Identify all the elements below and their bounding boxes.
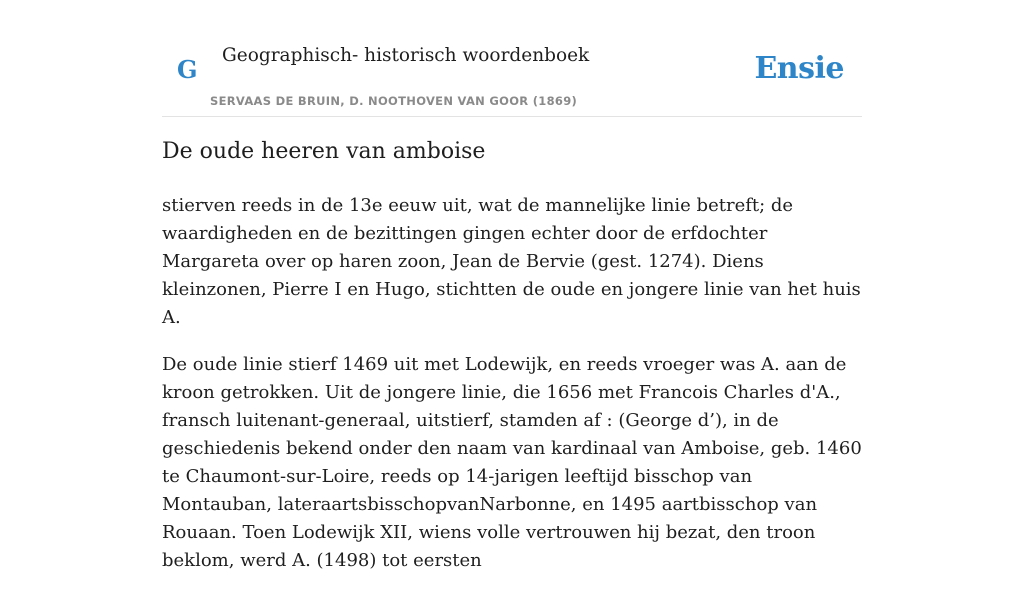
entry-paragraph: stierven reeds in de 13e eeuw uit, wat de mannelijke linie betreft; de waardigheden en de bezittingen gingen echter door de erfdochter Margareta over op haren zoon, Jean de Bervie (gest. 1274). Diens kleinzonen, Pierre I en Hugo, stichtten de oude en jongere linie van het huis A. xyxy=(162,195,861,328)
ensie-logo-link[interactable]: Ensie xyxy=(754,51,844,86)
entry-paragraph: De oude linie stierf 1469 uit met Lodewijk, en reeds vroeger was A. aan de kroon getrokken. Uit de jongere linie, die 1656 met Francois Charles d'A., fransch luitenant-generaal, uitstierf, stamden af : (George d’), in de geschiedenis bekend onder den naam van kardinaal van Amboise, geb. 1460 te Chaumont-sur-Loire, reeds op 14-jarigen leeftijd bisschop van Montauban, lateraartsbisschopvanNarbonne, en 1495 aartbisschop van Rouaan. Toen Lodewijk XII, wiens volle vertrouwen hij bezat, den troon beklom, werd A. (1498) tot eersten xyxy=(162,354,862,571)
entry-body xyxy=(162,192,864,594)
site-header xyxy=(162,0,862,117)
entry-title: De oude heeren van amboise xyxy=(162,139,486,164)
dictionary-logo[interactable]: G xyxy=(177,55,198,84)
dictionary-title[interactable]: Geographisch- historisch woordenboek xyxy=(222,45,590,66)
dictionary-authors: SERVAAS DE BRUIN, D. NOOTHOVEN VAN GOOR (1869) xyxy=(210,94,578,108)
